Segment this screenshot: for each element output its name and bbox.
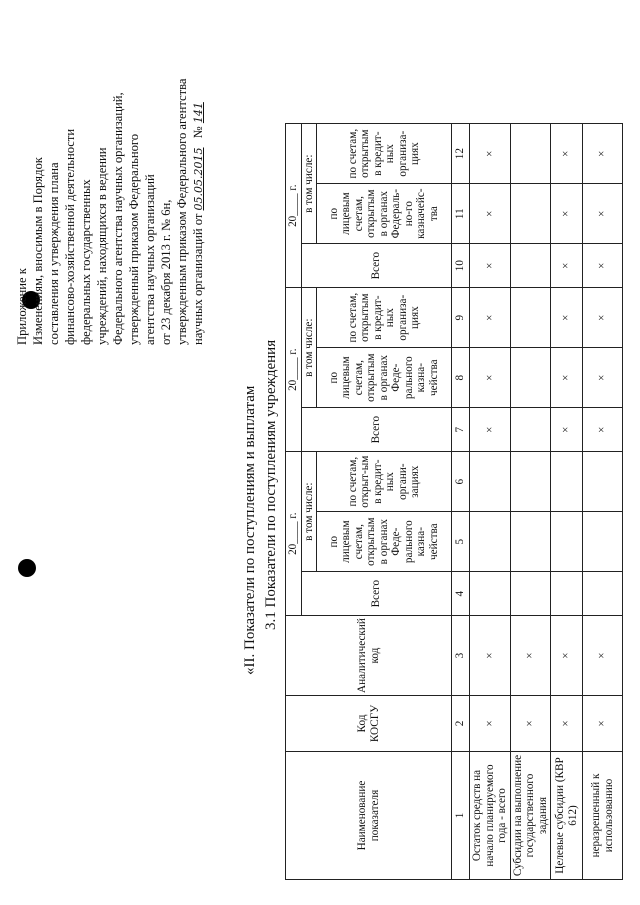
- table-cell: [551, 572, 583, 616]
- table-cell: ×: [551, 184, 583, 244]
- col-header-total: Всего: [301, 572, 452, 616]
- including-header: в том числе:: [301, 452, 317, 572]
- column-number: 5: [452, 512, 470, 572]
- header-line: агентства научных организаций: [143, 174, 157, 345]
- header-line: Изменениям, вносимым в Порядок: [31, 157, 45, 345]
- table-cell: ×: [470, 184, 511, 244]
- table-cell: ×: [583, 124, 623, 184]
- subsection-title: 3.1 Показатели по поступлениям учреждения: [263, 339, 279, 630]
- table-cell: [510, 452, 551, 512]
- row-name: неразрешенный к использованию: [583, 752, 623, 880]
- table-row: [583, 124, 623, 880]
- col-header-credit: по счетам, открыт-ым в кредит-ных органи-зациях: [317, 452, 452, 512]
- table-cell: ×: [470, 616, 511, 696]
- column-number: 4: [452, 572, 470, 616]
- header-line: утвержденный приказом Федерального: [127, 133, 141, 345]
- header-last-line: [190, 15, 207, 345]
- header-line: составления и утверждения плана: [47, 162, 61, 345]
- header-line: Федерального агентства научных организаций,: [111, 92, 125, 345]
- col-header-treasury: по лицевым счетам, открытым в органах Феде-рального казна-чейства: [317, 512, 452, 572]
- signature-date: 05.05.2015: [192, 147, 205, 211]
- table-cell: ×: [583, 288, 623, 348]
- year-header: 20____ г.: [286, 452, 302, 616]
- table-cell: [583, 572, 623, 616]
- table-cell: ×: [583, 184, 623, 244]
- table-cell: [583, 452, 623, 512]
- signature-number: 141: [192, 102, 205, 124]
- col-header-kosgu: Код КОСГУ: [286, 696, 452, 752]
- including-header: в том числе:: [301, 124, 317, 244]
- table-cell: ×: [470, 696, 511, 752]
- col-header-name: Наименование показателя: [286, 752, 452, 880]
- table-cell: [551, 452, 583, 512]
- table-cell: ×: [583, 616, 623, 696]
- header-line: утвержденным приказом Федерального агентства: [175, 78, 189, 345]
- table-cell: [510, 288, 551, 348]
- table-row: [470, 124, 511, 880]
- header-line: учреждений, находящихся в ведении: [95, 147, 109, 345]
- row-name: Остаток средств на начало планируемого года - всего: [470, 752, 511, 880]
- table-cell: ×: [510, 696, 551, 752]
- column-number: 10: [452, 244, 470, 288]
- table-cell: [470, 452, 511, 512]
- table-cell: [510, 348, 551, 408]
- table-cell: ×: [470, 408, 511, 452]
- table-cell: ×: [583, 348, 623, 408]
- header-line: от 23 декабря 2013 г. № 6н,: [159, 199, 173, 345]
- table-cell: [470, 512, 511, 572]
- column-number: 1: [452, 752, 470, 880]
- row-name: Субсидии на выполнение государственного задания: [510, 752, 551, 880]
- col-header-total: Всего: [301, 408, 452, 452]
- including-header: в том числе:: [301, 288, 317, 408]
- table-cell: ×: [470, 124, 511, 184]
- column-number: 11: [452, 184, 470, 244]
- table-cell: [510, 408, 551, 452]
- receipts-table: [285, 123, 623, 880]
- header-line: Приложение к: [15, 268, 29, 345]
- column-number: 6: [452, 452, 470, 512]
- col-header-analytic: Аналитический код: [286, 616, 452, 696]
- table-row: [510, 124, 551, 880]
- year-header: 20____ г.: [286, 288, 302, 452]
- table-header-row: [286, 124, 302, 880]
- year-header: 20____ г.: [286, 124, 302, 288]
- table-cell: ×: [551, 616, 583, 696]
- table-row: [551, 124, 583, 880]
- header-last-line-text: научных организаций от: [191, 213, 205, 345]
- column-number: 8: [452, 348, 470, 408]
- table-cell: ×: [470, 288, 511, 348]
- column-number: 9: [452, 288, 470, 348]
- col-header-treasury: по лицевым счетам, открытым в органах Феде-рального казна-чейства: [317, 348, 452, 408]
- table-cell: ×: [583, 696, 623, 752]
- table-cell: ×: [583, 408, 623, 452]
- table-cell: [470, 572, 511, 616]
- table-cell: ×: [551, 696, 583, 752]
- col-header-credit: по счетам, открытым в кредит-ных организа-циях: [317, 288, 452, 348]
- table-cell: ×: [551, 408, 583, 452]
- column-number-row: [452, 124, 470, 880]
- table-cell: [510, 572, 551, 616]
- punch-hole: [18, 559, 36, 577]
- number-label: №: [191, 126, 205, 139]
- table-cell: [510, 184, 551, 244]
- column-number: 2: [452, 696, 470, 752]
- column-number: 7: [452, 408, 470, 452]
- col-header-treasury: по лицевым счетам, открытым в органах Федераль-но-го казначейс-тва: [317, 184, 452, 244]
- col-header-total: Всего: [301, 244, 452, 288]
- table-cell: [510, 512, 551, 572]
- approval-header: [14, 15, 207, 345]
- row-name: Целевые субсидии (КВР 612): [551, 752, 583, 880]
- table-cell: [510, 124, 551, 184]
- table-cell: [551, 512, 583, 572]
- table-cell: ×: [551, 288, 583, 348]
- column-number: 12: [452, 124, 470, 184]
- table-cell: ×: [470, 348, 511, 408]
- table-cell: ×: [551, 244, 583, 288]
- table-cell: ×: [470, 244, 511, 288]
- col-header-credit: по счетам, открытым в кредит-ных организа-циях: [317, 124, 452, 184]
- header-line: финансово-хозяйственной деятельности: [63, 128, 77, 345]
- table-cell: [510, 244, 551, 288]
- column-number: 3: [452, 616, 470, 696]
- table-cell: [583, 512, 623, 572]
- table-cell: ×: [583, 244, 623, 288]
- header-line: федеральных государственных: [79, 179, 93, 345]
- section-title: «II. Показатели по поступлениям и выплатам: [242, 385, 258, 675]
- table-cell: ×: [551, 348, 583, 408]
- table-cell: ×: [551, 124, 583, 184]
- table-cell: ×: [510, 616, 551, 696]
